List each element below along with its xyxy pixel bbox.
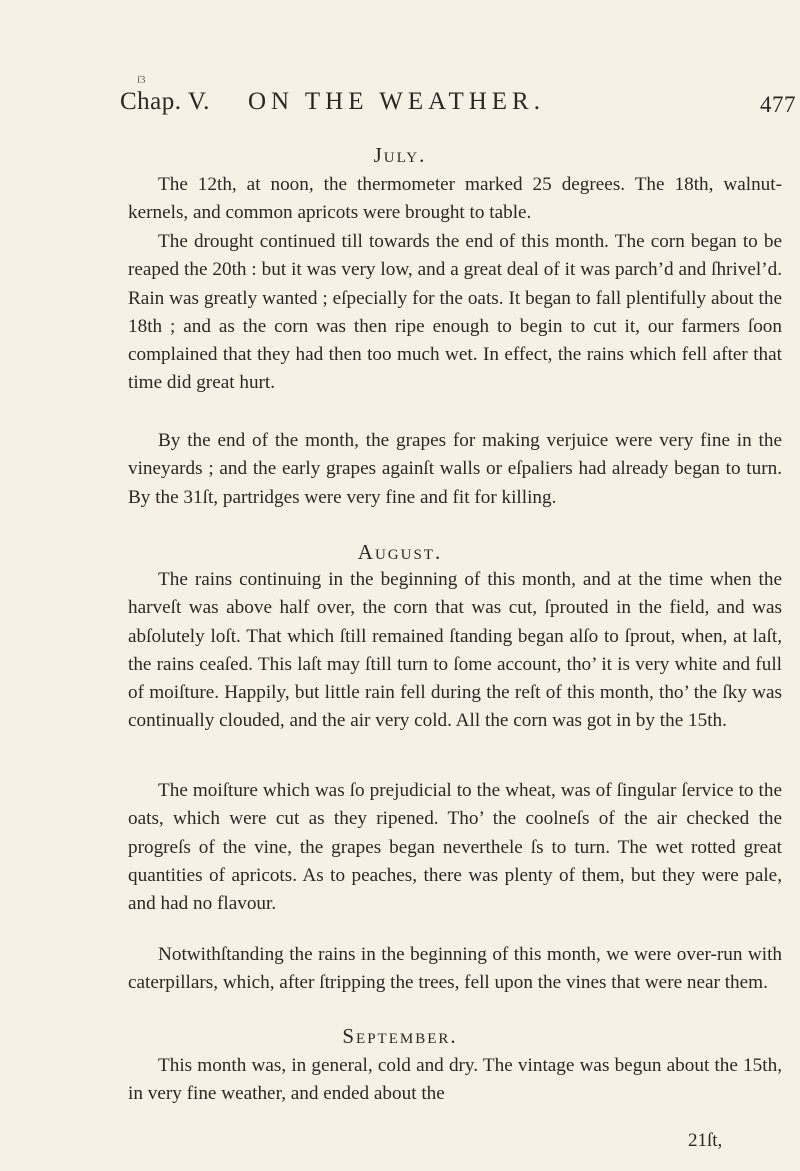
paragraph: The rains continuing in the beginning of this month, and at the time when the harveſt was above half over, the corn that was cut, ſprouted in the field, and was abſolutely loſt. That which ſtill remained ſtanding began alſo to ſprout, when, at laſt, the rains ceaſed. This laſt may ſtill turn to ſome account, tho’ it is very white and full of moiſture. Happily, but little rain fell during the reſt of this month, tho’ the ſky was continually clouded, and the air very cold. All the corn was got in by the 15th.	[128, 569, 782, 732]
paragraph: Notwithſtanding the rains in the beginning of this month, we were over-run with caterpillars, which, after ſtripping the trees, fell upon the vines that were near them.	[128, 944, 782, 994]
section-heading-september: September.	[342, 1024, 458, 1048]
running-header	[120, 88, 796, 122]
paragraph: The moiſture which was ſo prejudicial to the wheat, was of ſingular ſervice to the oats, which were cut as they ripened. Tho’ the coolneſs of the air checked the progreſs of the vine, the grapes began neverthele ſs to turn. The wet rotted great quantities of apricots. As to peaches, there was plenty of them, but they were pale, and had no flavour.	[128, 780, 782, 915]
printer-mark: ſ3	[137, 74, 146, 86]
paragraph: This month was, in general, cold and dry. The vintage was begun about the 15th, in very fine weather, and ended about the	[128, 1055, 782, 1105]
page-number: 477	[760, 92, 796, 117]
running-title: ON THE WEATHER.	[248, 88, 545, 115]
paragraph: The 12th, at noon, the thermometer marked 25 degrees. The 18th, walnut-kernels, and common apricots were brought to table.	[128, 174, 782, 224]
catchword: 21ſt,	[688, 1130, 723, 1151]
paragraph: The drought continued till towards the end of this month. The corn began to be reaped the 20th : but it was very low, and a great deal of it was parch’d and ſhrivel’d. Rain was greatly wanted ; eſpecially for the oats. It began to fall plentifully about the 18th ; and as the corn was then ripe enough to begin to cut it, our farmers ſoon complained that they had then too much wet. In effect, the rains which fell after that time did great hurt.	[128, 231, 782, 394]
chapter-label: Chap. V.	[120, 88, 210, 115]
section-heading-august: August.	[357, 540, 443, 564]
section-heading-july: July.	[373, 143, 427, 167]
paragraph: By the end of the month, the grapes for making verjuice were very fine in the vineyards ; and the early grapes againſt walls or eſpaliers had already began to turn. By the 31ſt, partridges were very fine and fit for killing.	[128, 430, 782, 508]
